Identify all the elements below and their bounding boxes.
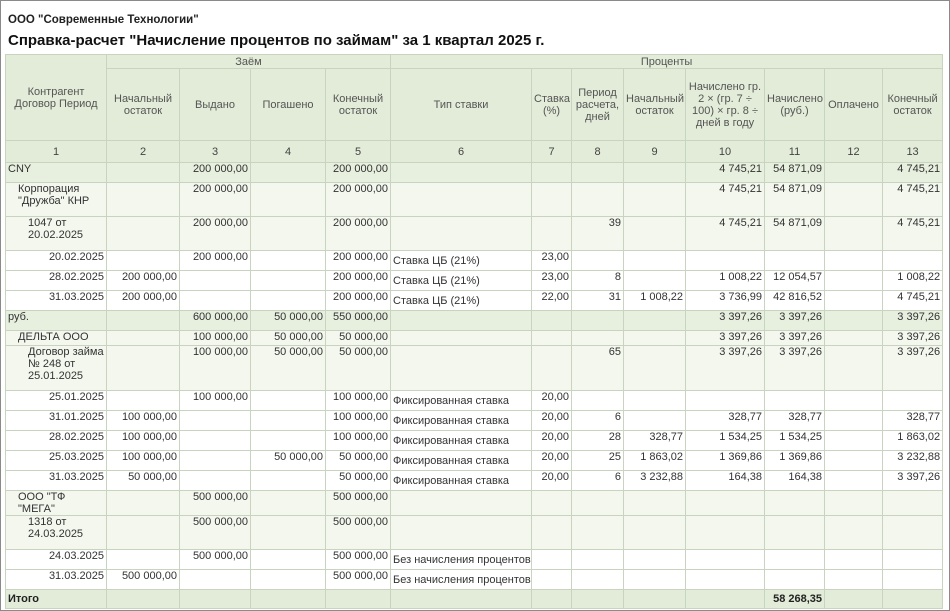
rate-type-cell [391, 491, 532, 516]
value-cell [532, 183, 572, 217]
value-cell: 3 397,26 [883, 346, 943, 391]
rate-type-cell [391, 183, 532, 217]
total-row [6, 590, 943, 609]
value-cell [686, 391, 765, 411]
value-cell: 328,77 [686, 411, 765, 431]
value-cell: 50 000,00 [326, 471, 391, 491]
value-cell: 1 863,02 [883, 431, 943, 451]
col-group-interest: Проценты [391, 55, 943, 69]
col-header-rate-type: Тип ставки [391, 69, 532, 141]
value-cell: 1 008,22 [883, 271, 943, 291]
value-cell: 3 397,26 [765, 346, 825, 391]
value-cell: 50 000,00 [251, 331, 326, 346]
value-cell: 65 [572, 346, 624, 391]
row-label: 28.02.2025 [6, 271, 107, 291]
value-cell: 3 397,26 [765, 331, 825, 346]
value-cell [532, 550, 572, 570]
value-cell [825, 311, 883, 331]
value-cell [251, 163, 326, 183]
value-cell: 54 871,09 [765, 217, 825, 251]
rate-type-cell: Без начисления процентов [391, 570, 532, 590]
total-cell [532, 590, 572, 609]
column-number: 10 [686, 141, 765, 163]
value-cell: 25 [572, 451, 624, 471]
value-cell: 500 000,00 [326, 570, 391, 590]
value-cell: 4 745,21 [686, 163, 765, 183]
value-cell: 164,38 [765, 471, 825, 491]
rate-type-cell [391, 311, 532, 331]
value-cell [825, 471, 883, 491]
value-cell: 8 [572, 271, 624, 291]
value-cell: 328,77 [624, 431, 686, 451]
value-cell: 100 000,00 [180, 391, 251, 411]
value-cell: 20,00 [532, 411, 572, 431]
value-cell [251, 183, 326, 217]
value-cell [572, 311, 624, 331]
value-cell [825, 217, 883, 251]
total-cell [391, 590, 532, 609]
value-cell [107, 217, 180, 251]
value-cell: 1 534,25 [686, 431, 765, 451]
column-number: 11 [765, 141, 825, 163]
value-cell: 200 000,00 [180, 183, 251, 217]
value-cell [251, 431, 326, 451]
row-label: ООО "ТФ "МЕГА" [6, 491, 107, 516]
col-header-interest-end: Конечный остаток [883, 69, 943, 141]
value-cell: 3 232,88 [624, 471, 686, 491]
value-cell: 500 000,00 [180, 550, 251, 570]
value-cell [532, 570, 572, 590]
value-cell [180, 291, 251, 311]
value-cell: 4 745,21 [686, 217, 765, 251]
value-cell [532, 217, 572, 251]
value-cell [532, 491, 572, 516]
value-cell [572, 391, 624, 411]
value-cell [624, 570, 686, 590]
table-row [6, 271, 943, 291]
value-cell [883, 251, 943, 271]
row-label: 25.03.2025 [6, 451, 107, 471]
row-label: CNY [6, 163, 107, 183]
rate-type-cell: Ставка ЦБ (21%) [391, 251, 532, 271]
value-cell [883, 391, 943, 411]
row-label: 31.01.2025 [6, 411, 107, 431]
total-accrued-rub: 58 268,35 [765, 590, 825, 609]
column-number: 1 [6, 141, 107, 163]
row-label: 31.03.2025 [6, 291, 107, 311]
col-group-loan: Заём [107, 55, 391, 69]
value-cell: 328,77 [883, 411, 943, 431]
value-cell: 50 000,00 [326, 451, 391, 471]
value-cell [686, 491, 765, 516]
total-cell [326, 590, 391, 609]
value-cell: 200 000,00 [180, 217, 251, 251]
value-cell [624, 516, 686, 550]
rate-type-cell: Без начисления процентов [391, 550, 532, 570]
col-header-counterparty: Контрагент Договор Период [6, 55, 107, 141]
value-cell: 50 000,00 [326, 331, 391, 346]
value-cell [251, 251, 326, 271]
value-cell [765, 516, 825, 550]
value-cell: 1 369,86 [765, 451, 825, 471]
value-cell [686, 550, 765, 570]
row-label: Корпорация "Дружба" КНР [6, 183, 107, 217]
value-cell: 50 000,00 [251, 451, 326, 471]
report-title: Справка-расчет "Начисление процентов по займам" за 1 квартал 2025 г. [8, 32, 545, 49]
value-cell: 200 000,00 [326, 271, 391, 291]
value-cell [572, 550, 624, 570]
value-cell [180, 451, 251, 471]
value-cell [686, 516, 765, 550]
value-cell [180, 570, 251, 590]
table-row [6, 163, 943, 183]
value-cell [883, 550, 943, 570]
value-cell: 1 534,25 [765, 431, 825, 451]
value-cell: 4 745,21 [883, 163, 943, 183]
table-row [6, 331, 943, 346]
value-cell: 328,77 [765, 411, 825, 431]
value-cell [251, 491, 326, 516]
value-cell [765, 491, 825, 516]
total-cell [624, 590, 686, 609]
value-cell [825, 163, 883, 183]
total-cell [883, 590, 943, 609]
value-cell: 1 008,22 [624, 291, 686, 311]
value-cell [825, 451, 883, 471]
value-cell [180, 271, 251, 291]
value-cell: 200 000,00 [326, 183, 391, 217]
col-header-rate: Ставка (%) [532, 69, 572, 141]
col-header-start-balance: Начальный остаток [107, 69, 180, 141]
rate-type-cell: Ставка ЦБ (21%) [391, 291, 532, 311]
table-row [6, 217, 943, 251]
value-cell: 600 000,00 [180, 311, 251, 331]
col-header-interest-start: Начальный остаток [624, 69, 686, 141]
value-cell [883, 491, 943, 516]
value-cell [532, 331, 572, 346]
table-row [6, 291, 943, 311]
value-cell: 3 397,26 [686, 311, 765, 331]
value-cell [572, 491, 624, 516]
value-cell [686, 251, 765, 271]
col-header-accrued-rub: Начислено (руб.) [765, 69, 825, 141]
table-row [6, 346, 943, 391]
column-number: 8 [572, 141, 624, 163]
total-cell [572, 590, 624, 609]
value-cell: 200 000,00 [326, 291, 391, 311]
value-cell [572, 251, 624, 271]
value-cell [825, 291, 883, 311]
table-row [6, 251, 943, 271]
column-number: 6 [391, 141, 532, 163]
table-row [6, 550, 943, 570]
value-cell [883, 570, 943, 590]
value-cell [624, 163, 686, 183]
value-cell: 500 000,00 [180, 491, 251, 516]
rate-type-cell [391, 217, 532, 251]
value-cell [825, 331, 883, 346]
value-cell [765, 391, 825, 411]
value-cell: 500 000,00 [107, 570, 180, 590]
value-cell [532, 346, 572, 391]
value-cell [107, 311, 180, 331]
value-cell: 3 397,26 [883, 311, 943, 331]
row-label: 1047 от 20.02.2025 [6, 217, 107, 251]
value-cell [251, 570, 326, 590]
rate-type-cell: Фиксированная ставка [391, 391, 532, 411]
value-cell: 50 000,00 [251, 346, 326, 391]
value-cell: 1 863,02 [624, 451, 686, 471]
value-cell [251, 471, 326, 491]
value-cell [180, 411, 251, 431]
row-label: 31.03.2025 [6, 471, 107, 491]
total-cell [825, 590, 883, 609]
rate-type-cell: Ставка ЦБ (21%) [391, 271, 532, 291]
rate-type-cell [391, 163, 532, 183]
total-cell [180, 590, 251, 609]
total-cell [251, 590, 326, 609]
value-cell: 4 745,21 [686, 183, 765, 217]
value-cell [532, 163, 572, 183]
value-cell [624, 311, 686, 331]
value-cell: 3 736,99 [686, 291, 765, 311]
table-row [6, 311, 943, 331]
table-row [6, 391, 943, 411]
value-cell: 20,00 [532, 451, 572, 471]
value-cell: 4 745,21 [883, 291, 943, 311]
value-cell [825, 570, 883, 590]
col-header-end-balance: Конечный остаток [326, 69, 391, 141]
total-cell [107, 590, 180, 609]
column-number: 2 [107, 141, 180, 163]
value-cell [825, 491, 883, 516]
value-cell [765, 570, 825, 590]
table-row [6, 471, 943, 491]
value-cell [572, 331, 624, 346]
value-cell [572, 516, 624, 550]
rate-type-cell: Фиксированная ставка [391, 431, 532, 451]
rate-type-cell: Фиксированная ставка [391, 451, 532, 471]
value-cell: 200 000,00 [326, 163, 391, 183]
value-cell [825, 550, 883, 570]
value-cell [624, 331, 686, 346]
table-row [6, 411, 943, 431]
row-label: 31.03.2025 [6, 570, 107, 590]
rate-type-cell [391, 331, 532, 346]
table-row [6, 570, 943, 590]
value-cell: 20,00 [532, 471, 572, 491]
value-cell: 23,00 [532, 271, 572, 291]
row-label: 28.02.2025 [6, 431, 107, 451]
value-cell [765, 251, 825, 271]
value-cell: 39 [572, 217, 624, 251]
value-cell [624, 391, 686, 411]
value-cell: 3 397,26 [765, 311, 825, 331]
row-label: руб. [6, 311, 107, 331]
value-cell: 23,00 [532, 251, 572, 271]
value-cell [532, 311, 572, 331]
value-cell: 200 000,00 [180, 163, 251, 183]
row-label: ДЕЛЬТА ООО [6, 331, 107, 346]
value-cell [825, 251, 883, 271]
total-label: Итого [6, 590, 107, 609]
value-cell: 100 000,00 [180, 346, 251, 391]
value-cell: 1 008,22 [686, 271, 765, 291]
value-cell [624, 251, 686, 271]
value-cell: 200 000,00 [326, 251, 391, 271]
value-cell: 3 397,26 [883, 331, 943, 346]
value-cell [624, 411, 686, 431]
value-cell: 200 000,00 [107, 291, 180, 311]
col-header-repaid: Погашено [251, 69, 326, 141]
row-label: 1318 от 24.03.2025 [6, 516, 107, 550]
value-cell [624, 491, 686, 516]
row-label: 24.03.2025 [6, 550, 107, 570]
value-cell: 3 397,26 [883, 471, 943, 491]
value-cell [624, 217, 686, 251]
value-cell [107, 331, 180, 346]
col-header-issued: Выдано [180, 69, 251, 141]
value-cell: 1 369,86 [686, 451, 765, 471]
value-cell: 54 871,09 [765, 163, 825, 183]
rate-type-cell [391, 516, 532, 550]
table-body [6, 163, 943, 590]
value-cell: 200 000,00 [107, 271, 180, 291]
value-cell [825, 346, 883, 391]
value-cell [624, 346, 686, 391]
value-cell [624, 550, 686, 570]
value-cell: 3 397,26 [686, 346, 765, 391]
value-cell [825, 411, 883, 431]
row-label: Договор займа № 248 от 25.01.2025 [6, 346, 107, 391]
rate-type-cell [391, 346, 532, 391]
row-label: 20.02.2025 [6, 251, 107, 271]
rate-type-cell: Фиксированная ставка [391, 411, 532, 431]
value-cell [825, 183, 883, 217]
value-cell [765, 550, 825, 570]
value-cell [624, 271, 686, 291]
value-cell: 50 000,00 [251, 311, 326, 331]
column-number: 12 [825, 141, 883, 163]
value-cell: 22,00 [532, 291, 572, 311]
table-row [6, 431, 943, 451]
value-cell: 100 000,00 [326, 391, 391, 411]
value-cell [825, 516, 883, 550]
value-cell [624, 183, 686, 217]
row-label: 25.01.2025 [6, 391, 107, 411]
value-cell: 200 000,00 [180, 251, 251, 271]
value-cell [251, 516, 326, 550]
value-cell: 200 000,00 [326, 217, 391, 251]
value-cell: 100 000,00 [326, 431, 391, 451]
value-cell: 3 397,26 [686, 331, 765, 346]
value-cell [251, 391, 326, 411]
value-cell [825, 271, 883, 291]
column-number: 5 [326, 141, 391, 163]
value-cell: 20,00 [532, 431, 572, 451]
value-cell: 100 000,00 [326, 411, 391, 431]
value-cell [825, 391, 883, 411]
value-cell [251, 291, 326, 311]
value-cell [572, 163, 624, 183]
table-row [6, 451, 943, 471]
value-cell [107, 346, 180, 391]
column-number-row [6, 141, 943, 163]
col-header-accrued-formula: Начислено гр. 2 × (гр. 7 ÷ 100) × гр. 8 ÷ дней в году [686, 69, 765, 141]
value-cell: 100 000,00 [180, 331, 251, 346]
value-cell [107, 516, 180, 550]
organization-name: ООО "Современные Технологии" [8, 14, 199, 26]
value-cell: 12 054,57 [765, 271, 825, 291]
value-cell: 28 [572, 431, 624, 451]
col-header-period-days: Период расчета, дней [572, 69, 624, 141]
value-cell [532, 516, 572, 550]
loan-interest-table [5, 54, 943, 609]
column-number: 9 [624, 141, 686, 163]
value-cell: 42 816,52 [765, 291, 825, 311]
column-number: 4 [251, 141, 326, 163]
value-cell: 4 745,21 [883, 217, 943, 251]
column-number: 13 [883, 141, 943, 163]
value-cell [107, 183, 180, 217]
value-cell [107, 251, 180, 271]
value-cell: 31 [572, 291, 624, 311]
value-cell [107, 550, 180, 570]
value-cell [180, 471, 251, 491]
value-cell [251, 217, 326, 251]
value-cell: 500 000,00 [326, 491, 391, 516]
value-cell [107, 391, 180, 411]
value-cell: 4 745,21 [883, 183, 943, 217]
column-number: 3 [180, 141, 251, 163]
value-cell [251, 271, 326, 291]
value-cell: 164,38 [686, 471, 765, 491]
column-number: 7 [532, 141, 572, 163]
table-row [6, 183, 943, 217]
value-cell: 3 232,88 [883, 451, 943, 471]
table-row [6, 491, 943, 516]
value-cell [180, 431, 251, 451]
value-cell: 100 000,00 [107, 451, 180, 471]
value-cell [825, 431, 883, 451]
value-cell: 6 [572, 471, 624, 491]
value-cell [107, 163, 180, 183]
table-row [6, 516, 943, 550]
value-cell: 6 [572, 411, 624, 431]
value-cell: 54 871,09 [765, 183, 825, 217]
value-cell [572, 570, 624, 590]
value-cell: 550 000,00 [326, 311, 391, 331]
value-cell: 20,00 [532, 391, 572, 411]
value-cell: 50 000,00 [326, 346, 391, 391]
value-cell: 100 000,00 [107, 411, 180, 431]
value-cell: 500 000,00 [326, 516, 391, 550]
value-cell: 50 000,00 [107, 471, 180, 491]
value-cell: 500 000,00 [326, 550, 391, 570]
total-cell [686, 590, 765, 609]
col-header-paid: Оплачено [825, 69, 883, 141]
value-cell [572, 183, 624, 217]
value-cell [883, 516, 943, 550]
value-cell [107, 491, 180, 516]
value-cell: 100 000,00 [107, 431, 180, 451]
value-cell: 500 000,00 [180, 516, 251, 550]
rate-type-cell: Фиксированная ставка [391, 471, 532, 491]
value-cell [251, 550, 326, 570]
value-cell [251, 411, 326, 431]
value-cell [686, 570, 765, 590]
